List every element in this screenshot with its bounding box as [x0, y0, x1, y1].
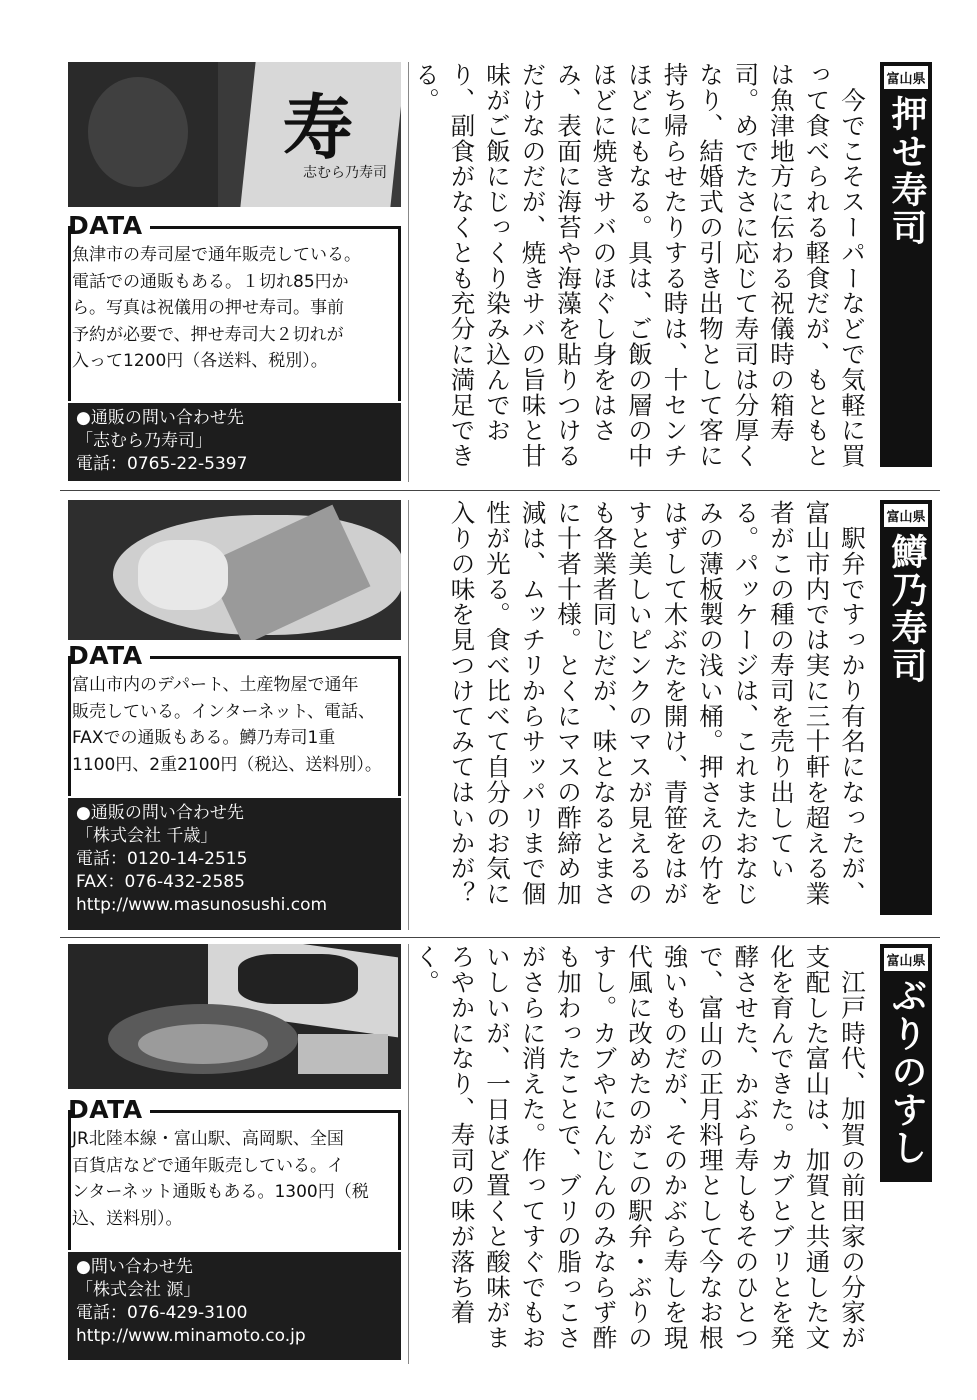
article-body: [415, 500, 870, 930]
data-text: JR北陸本線・富山駅、高岡駅、全国 百貨店などで通年販売している。イ ンターネット通販もある。1300円（税 込、送料別）。: [72, 1129, 369, 1229]
article-text: 駅弁ですっかり有名になったが、富山市内では実に三十軒を超える業者がこの種の寿司を売り出している。パッケージは、これまたおなじみの薄板製の浅い桶。押さえの竹をはずして木ぶたを開け、青笹をはがすと美しいピンクのマスが見えるのも各業者同じだが、味となるとまさに十者十様。とくにマスの酢締め加減は、ムッチリからサッパリまで個性が光る。食べ比べて自分のお気に入りの味を見つけてみてはいかが？: [447, 500, 867, 907]
contact-line: ●通販の問い合わせ先: [76, 408, 244, 428]
section-tag: [880, 500, 932, 915]
column-divider: [408, 62, 409, 482]
contact-box: [68, 1252, 401, 1360]
photo-caption: 志むら乃寿司: [303, 165, 387, 181]
contact-line: FAX：076-432-2585: [76, 872, 245, 892]
masu-sushi-photo: [68, 500, 401, 640]
section-title: 押せ寿司: [886, 95, 927, 247]
data-heading: DATA: [68, 211, 143, 240]
section-tag: [880, 62, 932, 467]
prefecture-label: 富山県: [882, 64, 930, 91]
contact-link[interactable]: http://www.masunosushi.com: [76, 895, 328, 915]
buri-no-sushi-photo: [68, 944, 401, 1089]
contact-line: ●問い合わせ先: [76, 1257, 193, 1277]
column-divider: [408, 500, 409, 930]
contact-line: 電話：076-429-3100: [76, 1303, 248, 1323]
section-title: ぶりのすし: [886, 977, 927, 1167]
article-text: 今でこそスーパーなどで気軽に買って食べられる軽食だが、もともとは魚津地方に伝わる祝儀時の箱寿司。めでたさに応じて寿司は分厚くなり、結婚式の引き出物として客に持ち帰らせたりする時は、十センチほどにもなる。具は、ご飯の層の中ほどに焼きサバのほぐし身をはさみ、表面に海苔や海藻を貼りつけるだけなのだが、焼きサバの旨味と甘味がご飯にじっくり染み込んでおり、副食がなくとも充分に満足できる。: [412, 62, 867, 469]
data-heading: DATA: [68, 641, 143, 670]
article-body: [412, 62, 870, 482]
photo-lettering-kotobuki: 寿: [283, 86, 353, 169]
section-divider: [60, 490, 940, 491]
contact-box: [68, 798, 401, 930]
contact-line: 「志むら乃寿司」: [76, 431, 212, 451]
data-text: 魚津市の寿司屋で通年販売している。 電話での通販もある。１切れ85円か ら。写真は祝儀用の押せ寿司。事前 予約が必要で、押せ寿司大２切れが 入って1200円（各送料、税別）。: [72, 245, 361, 371]
contact-link[interactable]: http://www.minamoto.co.jp: [76, 1326, 306, 1346]
contact-line: 「株式会社 源」: [76, 1280, 201, 1300]
contact-line: ●通販の問い合わせ先: [76, 803, 244, 823]
section-divider: [60, 937, 940, 938]
column-divider: [408, 944, 409, 1364]
contact-line: 電話：0765-22-5397: [76, 454, 248, 474]
prefecture-label: 富山県: [882, 946, 930, 973]
article-text: 江戸時代、加賀の前田家の分家が支配した富山は、加賀と共通した文化を育んできた。カブとブリとを発酵させた、かぶら寿しもそのひとつで、富山の正月料理として今なお根強いものだが、そのかぶら寿しを現代風に改めたのがこの駅弁・ぶりのすし。カブやにんじんのみならず酢も加わったことで、ブリの脂っこさがさらに消えた。作ってすぐでもおいしいが、一日ほど置くと酸味がまろやかになり、寿司の味が落ち着く。: [412, 944, 867, 1351]
section-title: 鱒乃寿司: [886, 533, 927, 685]
article-body: [412, 944, 870, 1364]
oshe-sushi-photo: [68, 62, 401, 207]
section-tag: [880, 944, 932, 1182]
data-heading: DATA: [68, 1095, 143, 1124]
contact-line: 電話：0120-14-2515: [76, 849, 248, 869]
contact-line: 「株式会社 千歳」: [76, 826, 218, 846]
contact-box: [68, 403, 401, 481]
prefecture-label: 富山県: [882, 502, 930, 529]
data-text: 富山市内のデパート、土産物屋で通年 販売している。インターネット、電話、 FAXでの通販もある。鱒乃寿司1重 1100円、2重2100円（税込、送料別）。: [72, 675, 382, 775]
